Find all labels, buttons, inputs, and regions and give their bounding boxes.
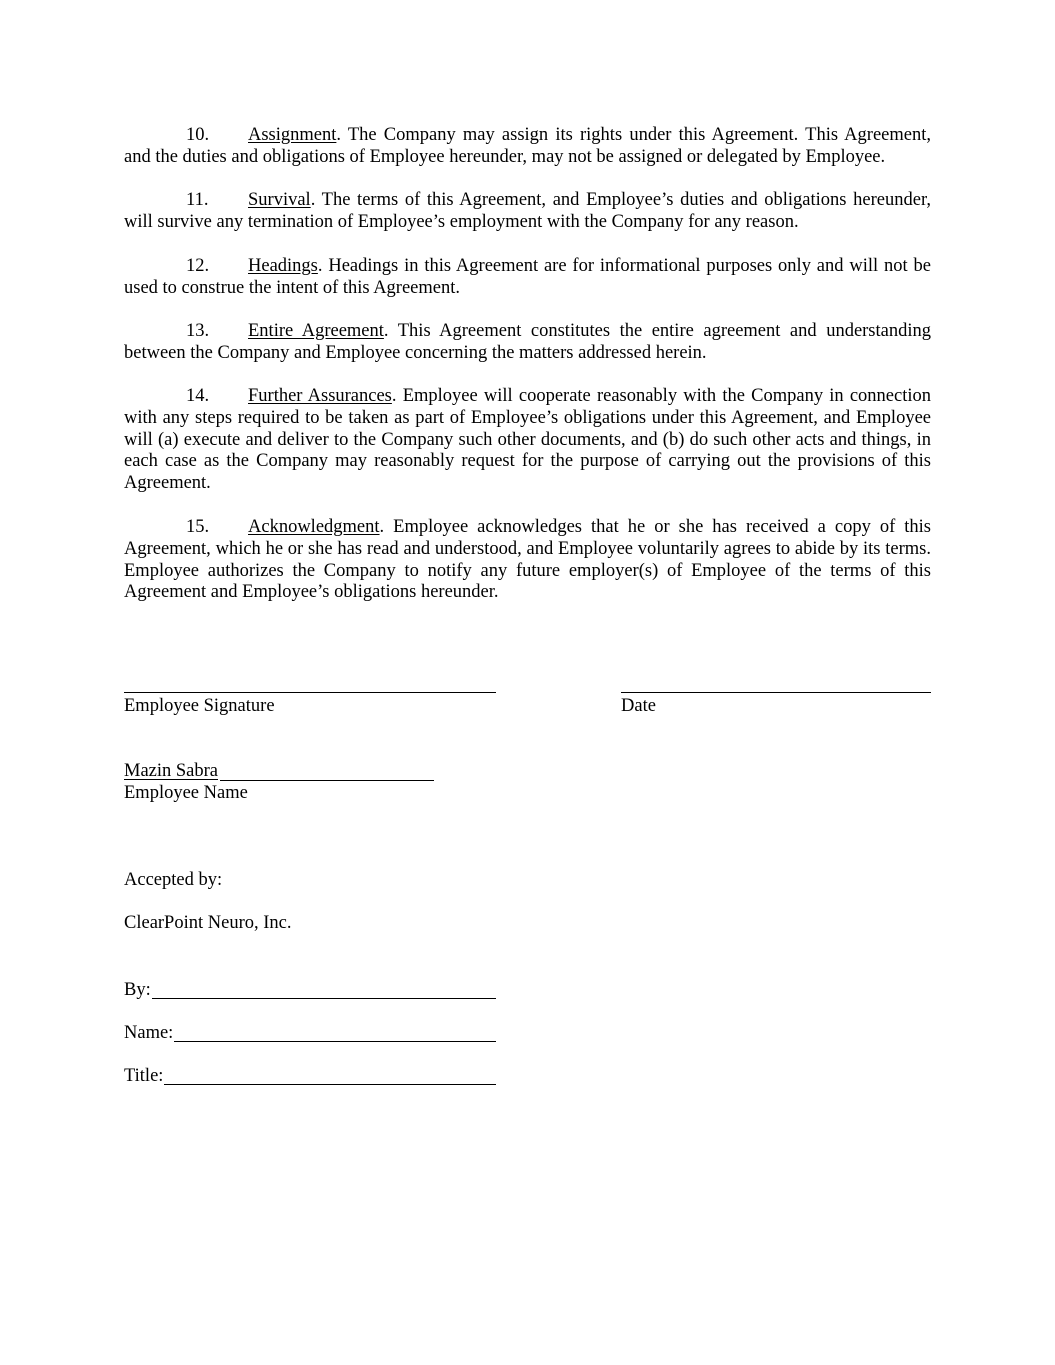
section-heading: Survival: [248, 190, 311, 210]
section-14: [124, 386, 931, 495]
section-text: . The terms of this Agreement, and Employee’s duties and obligations hereunder, will survive any termination of Employee’s employment with the Company for any reason.: [124, 190, 931, 232]
by-signature-line[interactable]: [152, 998, 496, 999]
by-label: By:: [124, 980, 151, 1000]
section-12: [124, 256, 931, 300]
employee-name-line: [220, 780, 434, 781]
section-13: [124, 321, 931, 365]
employee-signature-line[interactable]: [124, 692, 496, 693]
title-line[interactable]: [164, 1084, 496, 1085]
section-heading: Assignment: [248, 125, 337, 145]
employee-signature-label: Employee Signature: [124, 696, 275, 716]
section-text: . Employee will cooperate reasonably with the Company in connection with any steps required to be taken as part of Employee’s obligations under this Agreement, and Employee will (a) execute and deliver to the Company such other documents, and (b) do such other acts and things, in each case as the Company may reasonably request for the purpose of carrying out the provisions of this Agreement.: [124, 386, 931, 494]
employee-name-field[interactable]: [124, 761, 218, 783]
name-label: Name:: [124, 1023, 174, 1043]
title-label: Title:: [124, 1066, 164, 1086]
section-heading: Entire Agreement: [248, 321, 384, 341]
section-number: 11.: [186, 190, 209, 210]
section-15: [124, 517, 931, 604]
company-name: ClearPoint Neuro, Inc.: [124, 913, 292, 933]
section-number: 12.: [186, 256, 210, 276]
section-heading: Headings: [248, 256, 318, 276]
section-11: [124, 190, 931, 234]
section-number: 15.: [186, 517, 210, 537]
date-line[interactable]: [621, 692, 931, 693]
accepted-by-label: Accepted by:: [124, 870, 223, 890]
employee-name-label: Employee Name: [124, 783, 248, 803]
section-number: 14.: [186, 386, 210, 406]
name-line[interactable]: [174, 1041, 496, 1042]
section-text: . This Agreement constitutes the entire agreement and understanding between the Company and Employee concerning the matters addressed herein.: [124, 321, 932, 363]
section-10: [124, 125, 931, 169]
section-text: . Employee acknowledges that he or she has received a copy of this Agreement, which he or she has read and understood, and Employee voluntarily agrees to abide by its terms. Employee authorizes the Company to notify any future employer(s) of Employee of the terms of this Agreement and Employee’s obligations hereunder.: [124, 517, 931, 603]
section-heading: Further Assurances: [248, 386, 392, 406]
section-text: . The Company may assign its rights under this Agreement. This Agreement, and the duties and obligations of Employee hereunder, may not be assigned or delegated by Employee.: [124, 125, 931, 167]
section-number: 10.: [186, 125, 210, 145]
employee-name-value: Mazin Sabra: [124, 761, 219, 781]
section-heading: Acknowledgment: [248, 517, 380, 537]
section-text: . Headings in this Agreement are for informational purposes only and will not be used to construe the intent of this Agreement.: [124, 256, 931, 298]
date-label: Date: [621, 696, 656, 716]
section-number: 13.: [186, 321, 210, 341]
